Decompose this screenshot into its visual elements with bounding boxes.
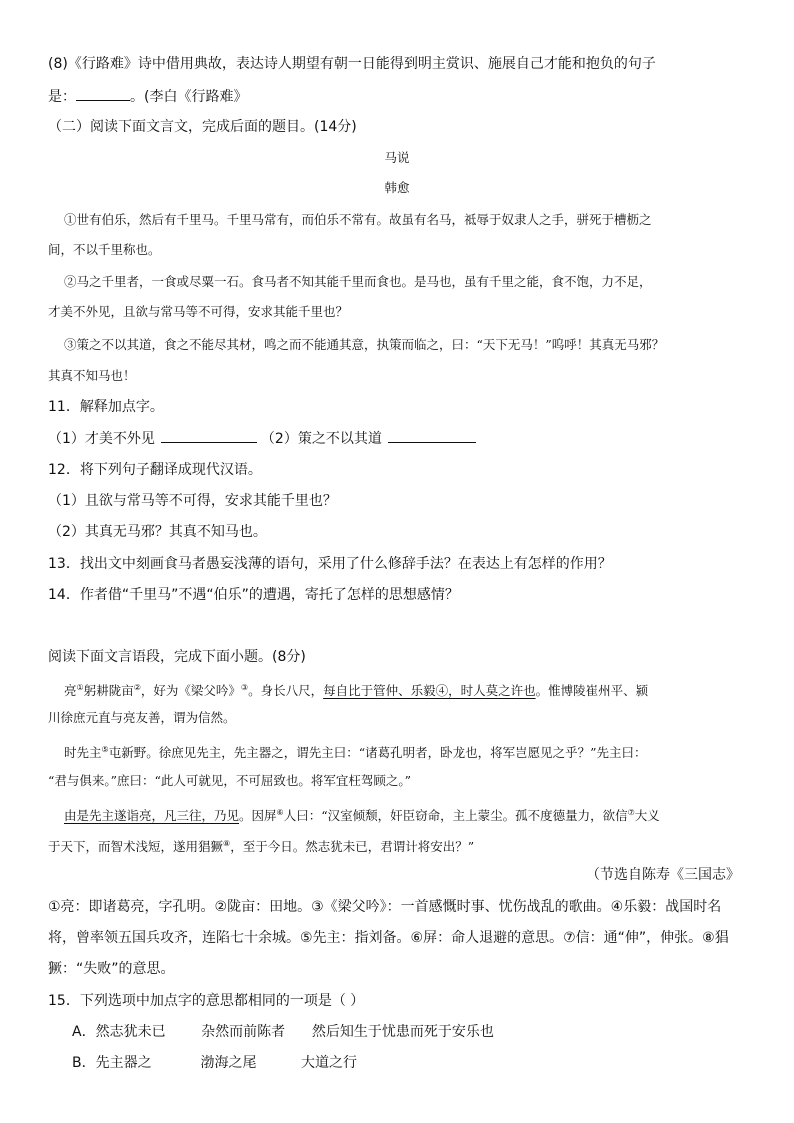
q11-item-1: （1）才美不外见 [48, 431, 155, 447]
passage-title: 马说 [384, 150, 410, 165]
q12-item-2: （2）其真无马邪？其真不知马也。 [48, 524, 267, 540]
footnote-marker: ⑥ [276, 808, 284, 817]
q15-option-a: A．然志犹未已 杂然而前陈者 然后知生于忧患而死于安乐也 [72, 1024, 494, 1040]
text-run: ，好为《梁父吟》 [140, 683, 241, 699]
passage-p1-l1: ①世有伯乐，然后有千里马。千里马常有，而伯乐不常有。故虽有名马，祗辱于奴隶人之手，骈死于槽枥之 [64, 212, 652, 227]
q14-stem: 14．作者借“千里马”不遇“伯乐”的遭遇，寄托了怎样的思想感情？ [48, 587, 459, 603]
passage-p3-l2: 其真不知马也！ [48, 368, 136, 383]
passage2-p3-l2 [48, 834, 474, 857]
text-run: 大义 [634, 808, 660, 824]
passage-p3-l1: ③策之不以其道，食之不能尽其材，鸣之而不能通其意，执策而临之，曰：“天下无马！”呜呼！其真无马邪？ [64, 337, 665, 352]
footnote-marker: ② [133, 683, 141, 692]
text-run: 屯新野。徐庶见先主，先主器之，谓先主曰：“诸葛孔明者，卧龙也，将军岂愿见之乎？”先主曰： [108, 745, 647, 761]
answer-blank [388, 428, 476, 443]
footnotes-l1: ①亮：即诸葛亮，字孔明。②陇亩：田地。③《梁父吟》：一首感慨时事、忧伤战乱的歌曲。④乐毅：战国时名 [48, 899, 722, 915]
q15-option-b: B．先主器之 渤海之尾 大道之行 [72, 1055, 358, 1071]
text-run: 于天下，而智术浅短，遂用猖獗 [48, 839, 224, 855]
text-run: 。身长八尺， [248, 683, 324, 699]
q13-stem: 13．找出文中刻画食马者愚妄浅薄的语句，采用了什么修辞手法？在表达上有怎样的作用？ [48, 556, 612, 572]
q8-prefix: 是： [48, 89, 76, 105]
passage2-source: （节选自陈寿《三国志》 [586, 867, 740, 883]
answer-blank [76, 86, 130, 101]
text-run: 躬耕陇亩 [83, 683, 134, 699]
section2-heading: （二）阅读下面文言文，完成后面的题目。(14分) [48, 119, 357, 135]
text-run: 。因屏 [239, 808, 277, 824]
answer-blank [161, 428, 257, 443]
footnotes-l3: 獗：“失败”的意思。 [48, 961, 175, 977]
passage-p2-l1: ②马之千里者，一食或尽粟一石。食马者不知其能千里而食也。是马也，虽有千里之能，食不饱，力不足， [64, 274, 652, 289]
text-run: ，至于今日。然志犹未已，君谓计将安出？” [230, 839, 475, 855]
underlined-sentence: 由是先主遂诣亮，凡三往，乃见 [64, 808, 240, 824]
text-run: 时先主 [64, 745, 102, 761]
q11-stem: 11．解释加点字。 [48, 399, 164, 415]
text-run: 亮 [64, 683, 77, 699]
footnotes-l2: 将，曾率领五国兵攻齐，连陷七十余城。⑤先主：指刘备。⑥屏：命人退避的意思。⑦信：通“伸”，伸张。⑧猖 [48, 930, 729, 946]
passage2-p2-l1 [64, 740, 646, 763]
passage-author: 韩愈 [384, 180, 410, 195]
footnote-marker: ③ [240, 683, 249, 692]
footnote-marker: ⑤ [101, 745, 109, 754]
q12-stem: 12．将下列句子翻译成现代汉语。 [48, 462, 262, 478]
q12-item-1: （1）且欲与常马等不可得，安求其能千里也？ [48, 493, 337, 509]
q8-line1: (8)《行路难》诗中借用典故，表达诗人期望有朝一日能得到明主赏识、施展自己才能和抱负的句子 [48, 56, 656, 72]
footnote-marker: ⑧ [223, 839, 231, 848]
q11-item-2: （2）策之不以其道 [260, 431, 382, 447]
passage-p1-l2: 间，不以千里称也。 [48, 242, 161, 257]
underlined-sentence: 每自比于管仲、乐毅④，时人莫之许也 [323, 683, 536, 699]
passage2-p3-l1 [64, 803, 660, 826]
q8-suffix: 。(李白《行路难》 [130, 89, 248, 105]
footnote-marker: ① [76, 683, 84, 692]
text-run: 人曰：“汉室倾颓，奸臣窃命，主上蒙尘。孤不度德量力，欲信 [283, 808, 628, 824]
passage2-p2-l2: “君与俱来。”庶曰：“此人可就见，不可屈致也。将军宜枉驾顾之。” [48, 773, 412, 788]
passage2-p1-l1 [64, 678, 648, 701]
q11-items [48, 428, 476, 449]
q15-stem: 15．下列选项中加点字的意思都相同的一项是（ ） [48, 993, 365, 1009]
passage2-p1-l2: 川徐庶元直与亮友善，谓为信然。 [48, 710, 236, 725]
text-run: 。惟博陵崔州平、颍 [535, 683, 649, 699]
passage-p2-l2: 才美不外见，且欲与常马等不可得，安求其能千里也？ [48, 304, 349, 319]
q8-line2 [48, 86, 247, 107]
section3-heading: 阅读下面文言语段，完成下面小题。(8分) [48, 649, 306, 665]
footnote-marker: ⑦ [627, 808, 635, 817]
